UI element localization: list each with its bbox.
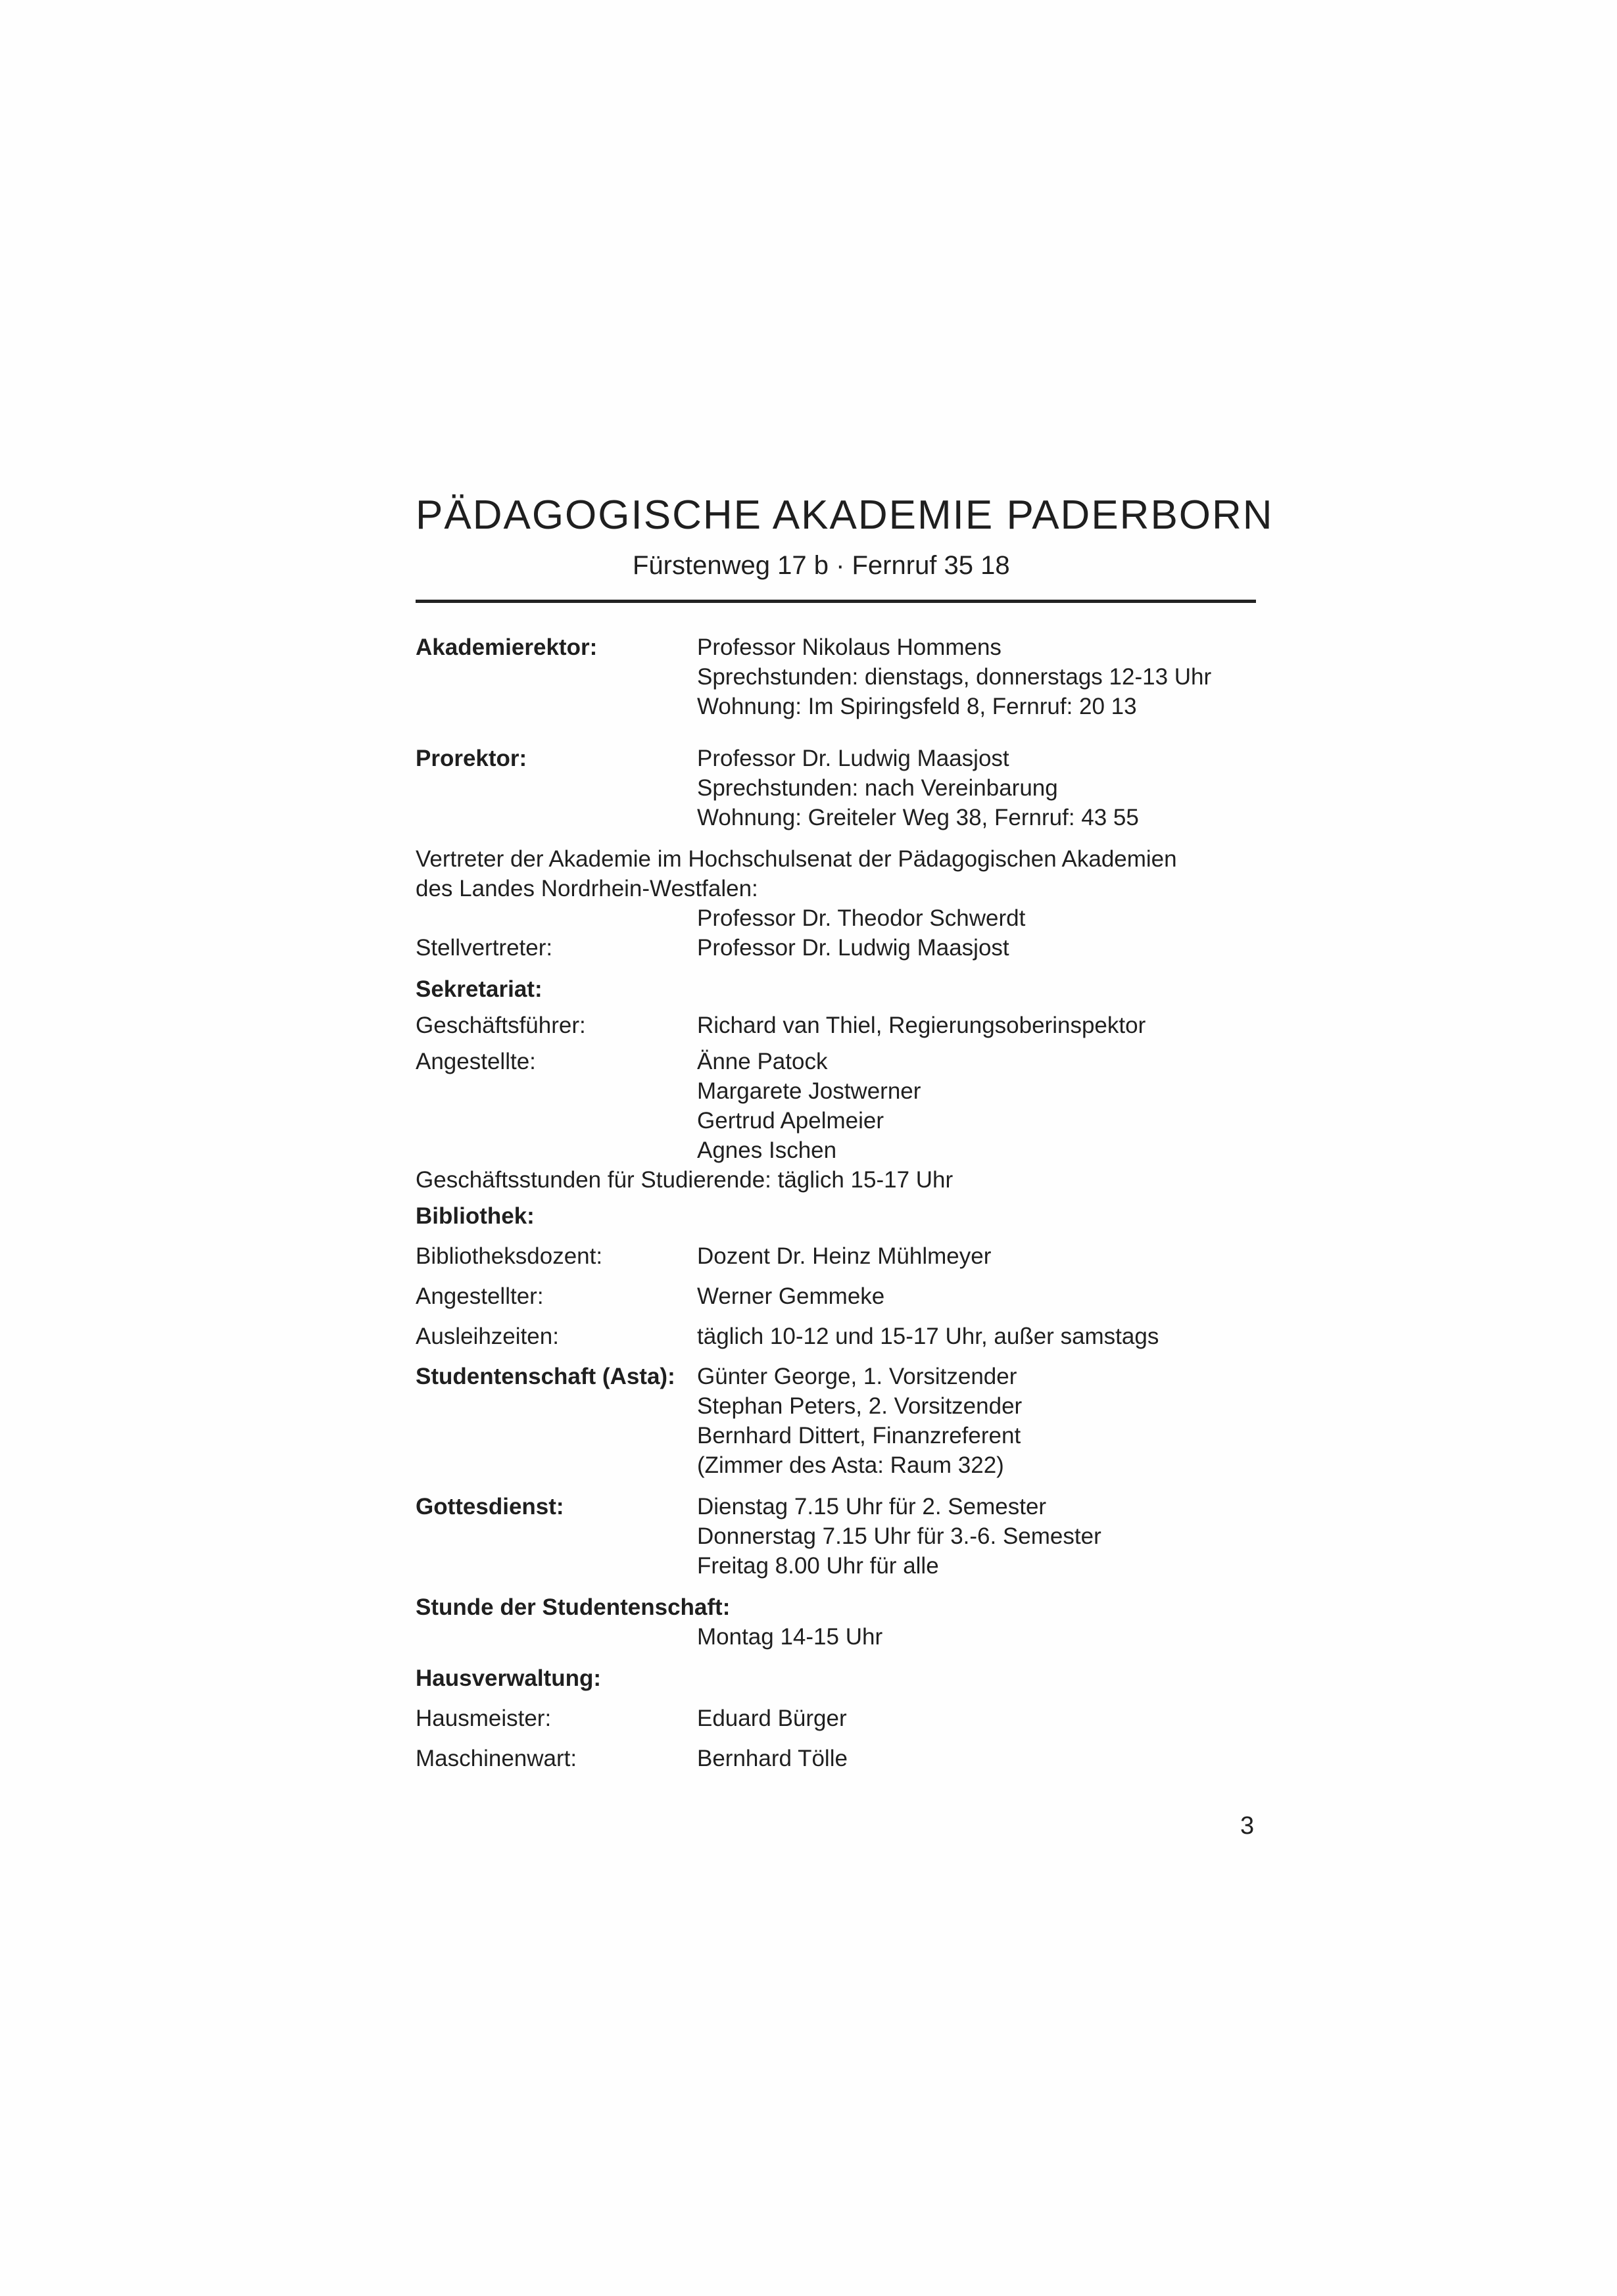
gottesdienst-label: Gottesdienst: bbox=[416, 1494, 564, 1519]
angestellte-item: Margarete Jostwerner bbox=[697, 1078, 921, 1104]
maschinenwart-entry bbox=[416, 1744, 1270, 1773]
studentenschaft-entry bbox=[416, 1362, 1270, 1480]
studentenschaft-line: (Zimmer des Asta: Raum 322) bbox=[697, 1452, 1004, 1478]
bibliotheksdozent-name: Dozent Dr. Heinz Mühlmeyer bbox=[697, 1243, 992, 1269]
address-line: Fürstenweg 17 b · Fernruf 35 18 bbox=[633, 551, 1010, 580]
header-rule bbox=[416, 600, 1256, 603]
ausleihzeiten-entry bbox=[416, 1322, 1270, 1351]
maschinenwart-label: Maschinenwart: bbox=[416, 1746, 577, 1771]
document-body bbox=[416, 633, 1270, 1773]
page-number: 3 bbox=[1240, 1812, 1255, 1840]
studentenschaft-label: Studentenschaft (Asta): bbox=[416, 1364, 675, 1389]
prorektor-sprechstunden: Sprechstunden: nach Vereinbarung bbox=[697, 775, 1058, 801]
ausleihzeiten-value: täglich 10-12 und 15-17 Uhr, außer samstags bbox=[697, 1324, 1159, 1349]
geschaeftsfuehrer-label: Geschäftsführer: bbox=[416, 1013, 586, 1038]
gottesdienst-entry bbox=[416, 1492, 1270, 1581]
stellvertreter-label: Stellvertreter: bbox=[416, 935, 553, 961]
studentenschaft-line: Günter George, 1. Vorsitzender bbox=[697, 1364, 1017, 1389]
akademierektor-wohnung: Wohnung: Im Spiringsfeld 8, Fernruf: 20 13 bbox=[697, 694, 1137, 719]
vertreter-line-1: Vertreter der Akademie im Hochschulsenat der Pädagogischen Akademien bbox=[416, 846, 1177, 872]
prorektor-entry bbox=[416, 744, 1270, 832]
angestellte-list bbox=[697, 1047, 1270, 1165]
angestellte-item: Agnes Ischen bbox=[697, 1137, 837, 1163]
studentenschaft-line: Stephan Peters, 2. Vorsitzender bbox=[697, 1393, 1023, 1419]
maschinenwart-name: Bernhard Tölle bbox=[697, 1746, 848, 1771]
akademierektor-entry bbox=[416, 633, 1270, 721]
prorektor-details bbox=[697, 744, 1270, 832]
geschaeftsstunden: Geschäftsstunden für Studierende: täglich 15-17 Uhr bbox=[416, 1167, 953, 1193]
angestellter-name: Werner Gemmeke bbox=[697, 1283, 885, 1309]
gottesdienst-line: Donnerstag 7.15 Uhr für 3.-6. Semester bbox=[697, 1523, 1101, 1549]
geschaeftsfuehrer-entry bbox=[416, 1011, 1270, 1040]
hausverwaltung-heading: Hausverwaltung: bbox=[416, 1665, 601, 1691]
geschaeftsfuehrer-name: Richard van Thiel, Regierungsoberinspektor bbox=[697, 1013, 1146, 1038]
studentenschaft-details bbox=[697, 1362, 1270, 1480]
angestellte-item: Gertrud Apelmeier bbox=[697, 1108, 884, 1134]
angestellter-label: Angestellter: bbox=[416, 1283, 544, 1309]
angestellte-item: Änne Patock bbox=[697, 1049, 828, 1074]
stellvertreter-entry bbox=[416, 933, 1270, 963]
sekretariat-heading: Sekretariat: bbox=[416, 976, 543, 1002]
akademierektor-label: Akademierektor: bbox=[416, 634, 598, 660]
akademierektor-name: Professor Nikolaus Hommens bbox=[697, 634, 1002, 660]
angestellte-label: Angestellte: bbox=[416, 1049, 536, 1074]
hausmeister-label: Hausmeister: bbox=[416, 1706, 552, 1731]
gottesdienst-details bbox=[697, 1492, 1270, 1581]
studentenschaft-line: Bernhard Dittert, Finanzreferent bbox=[697, 1423, 1021, 1448]
prorektor-label: Prorektor: bbox=[416, 746, 527, 771]
page-title: PÄDAGOGISCHE AKADEMIE PADERBORN bbox=[416, 492, 1274, 538]
angestellte-entry bbox=[416, 1047, 1270, 1165]
gottesdienst-line: Freitag 8.00 Uhr für alle bbox=[697, 1553, 939, 1579]
ausleihzeiten-label: Ausleihzeiten: bbox=[416, 1324, 559, 1349]
akademierektor-details bbox=[697, 633, 1270, 721]
bibliotheksdozent-entry bbox=[416, 1241, 1270, 1271]
hausmeister-entry bbox=[416, 1704, 1270, 1733]
bibliothek-heading: Bibliothek: bbox=[416, 1203, 535, 1229]
prorektor-name: Professor Dr. Ludwig Maasjost bbox=[697, 746, 1009, 771]
angestellter-entry bbox=[416, 1281, 1270, 1311]
stellvertreter-name: Professor Dr. Ludwig Maasjost bbox=[697, 935, 1009, 961]
akademierektor-sprechstunden: Sprechstunden: dienstags, donnerstags 12-13 Uhr bbox=[697, 664, 1212, 690]
stunde-heading: Stunde der Studentenschaft: bbox=[416, 1594, 731, 1620]
vertreter-line-2: des Landes Nordrhein-Westfalen: bbox=[416, 876, 758, 901]
prorektor-wohnung: Wohnung: Greiteler Weg 38, Fernruf: 43 55 bbox=[697, 805, 1139, 830]
bibliotheksdozent-label: Bibliotheksdozent: bbox=[416, 1243, 603, 1269]
stunde-value: Montag 14-15 Uhr bbox=[697, 1624, 883, 1650]
hausmeister-name: Eduard Bürger bbox=[697, 1706, 847, 1731]
vertreter-name: Professor Dr. Theodor Schwerdt bbox=[697, 905, 1026, 931]
gottesdienst-line: Dienstag 7.15 Uhr für 2. Semester bbox=[697, 1494, 1047, 1519]
